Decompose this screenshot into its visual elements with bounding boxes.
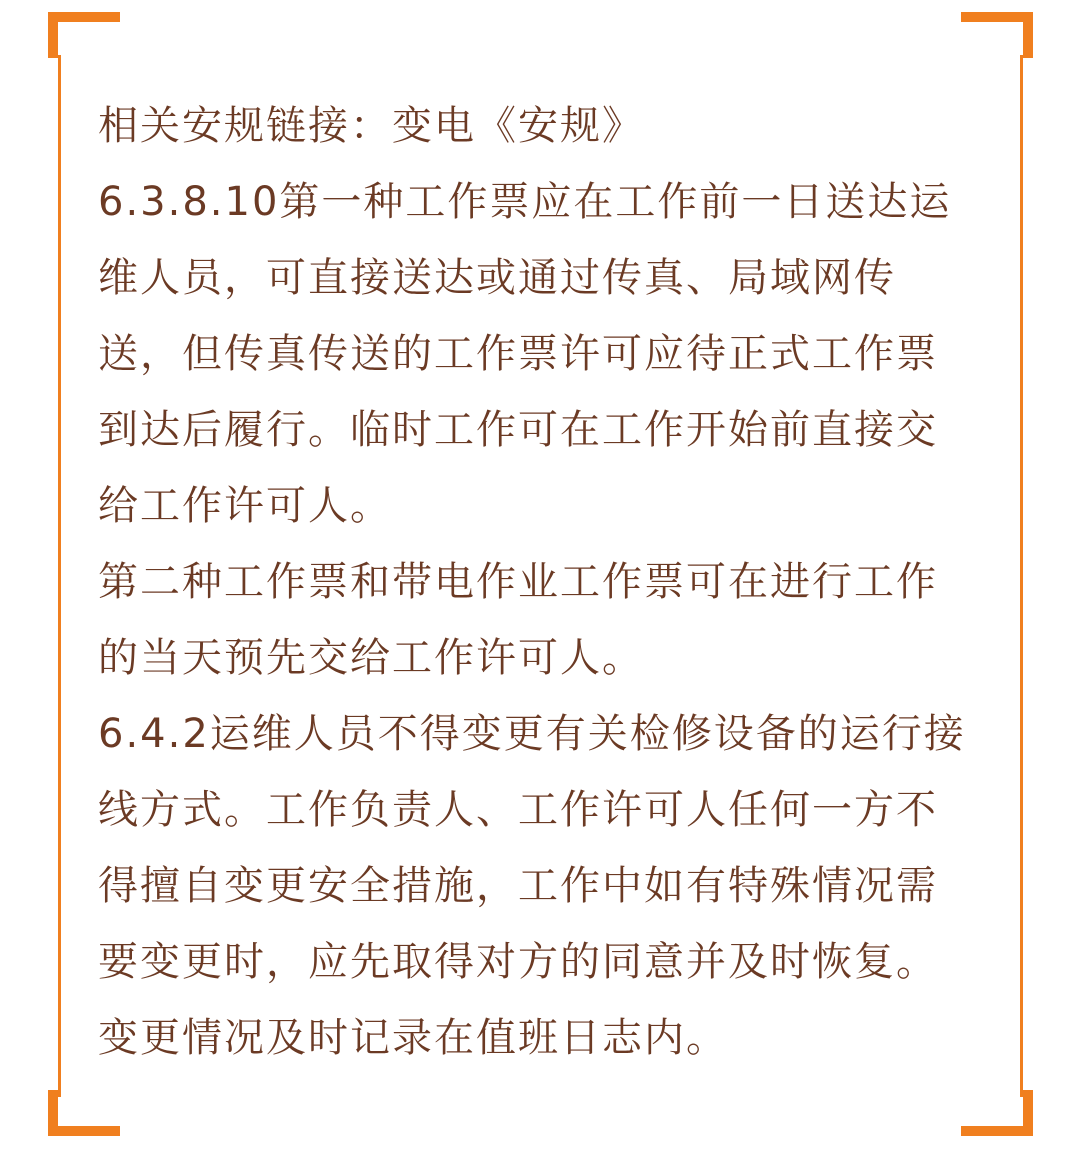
text-line: 6.3.8.10第一种工作票应在工作前一日送达运 bbox=[98, 179, 952, 225]
frame-left-line bbox=[58, 55, 61, 1097]
text-line: 的当天预先交给工作许可人。 bbox=[98, 635, 644, 681]
text-line: 送，但传真传送的工作票许可应待正式工作票 bbox=[98, 331, 938, 377]
text-line: 得擅自变更安全措施，工作中如有特殊情况需 bbox=[98, 863, 938, 909]
text-line: 线方式。工作负责人、工作许可人任何一方不 bbox=[98, 787, 938, 833]
regulation-text-block bbox=[98, 88, 988, 1076]
text-line: 第二种工作票和带电作业工作票可在进行工作 bbox=[98, 559, 938, 605]
text-line: 给工作许可人。 bbox=[98, 483, 392, 529]
text-line: 相关安规链接：变电《安规》 bbox=[98, 103, 644, 149]
text-line: 维人员，可直接送达或通过传真、局域网传 bbox=[98, 255, 896, 301]
corner-top-left bbox=[48, 12, 120, 58]
frame-right-line bbox=[1020, 55, 1023, 1097]
corner-bottom-left bbox=[48, 1090, 120, 1136]
text-line: 到达后履行。临时工作可在工作开始前直接交 bbox=[98, 407, 938, 453]
text-line: 变更情况及时记录在值班日志内。 bbox=[98, 1015, 728, 1061]
text-line: 6.4.2运维人员不得变更有关检修设备的运行接 bbox=[98, 711, 966, 757]
text-line: 要变更时，应先取得对方的同意并及时恢复。 bbox=[98, 939, 938, 985]
corner-bottom-right bbox=[961, 1090, 1033, 1136]
corner-top-right bbox=[961, 12, 1033, 58]
